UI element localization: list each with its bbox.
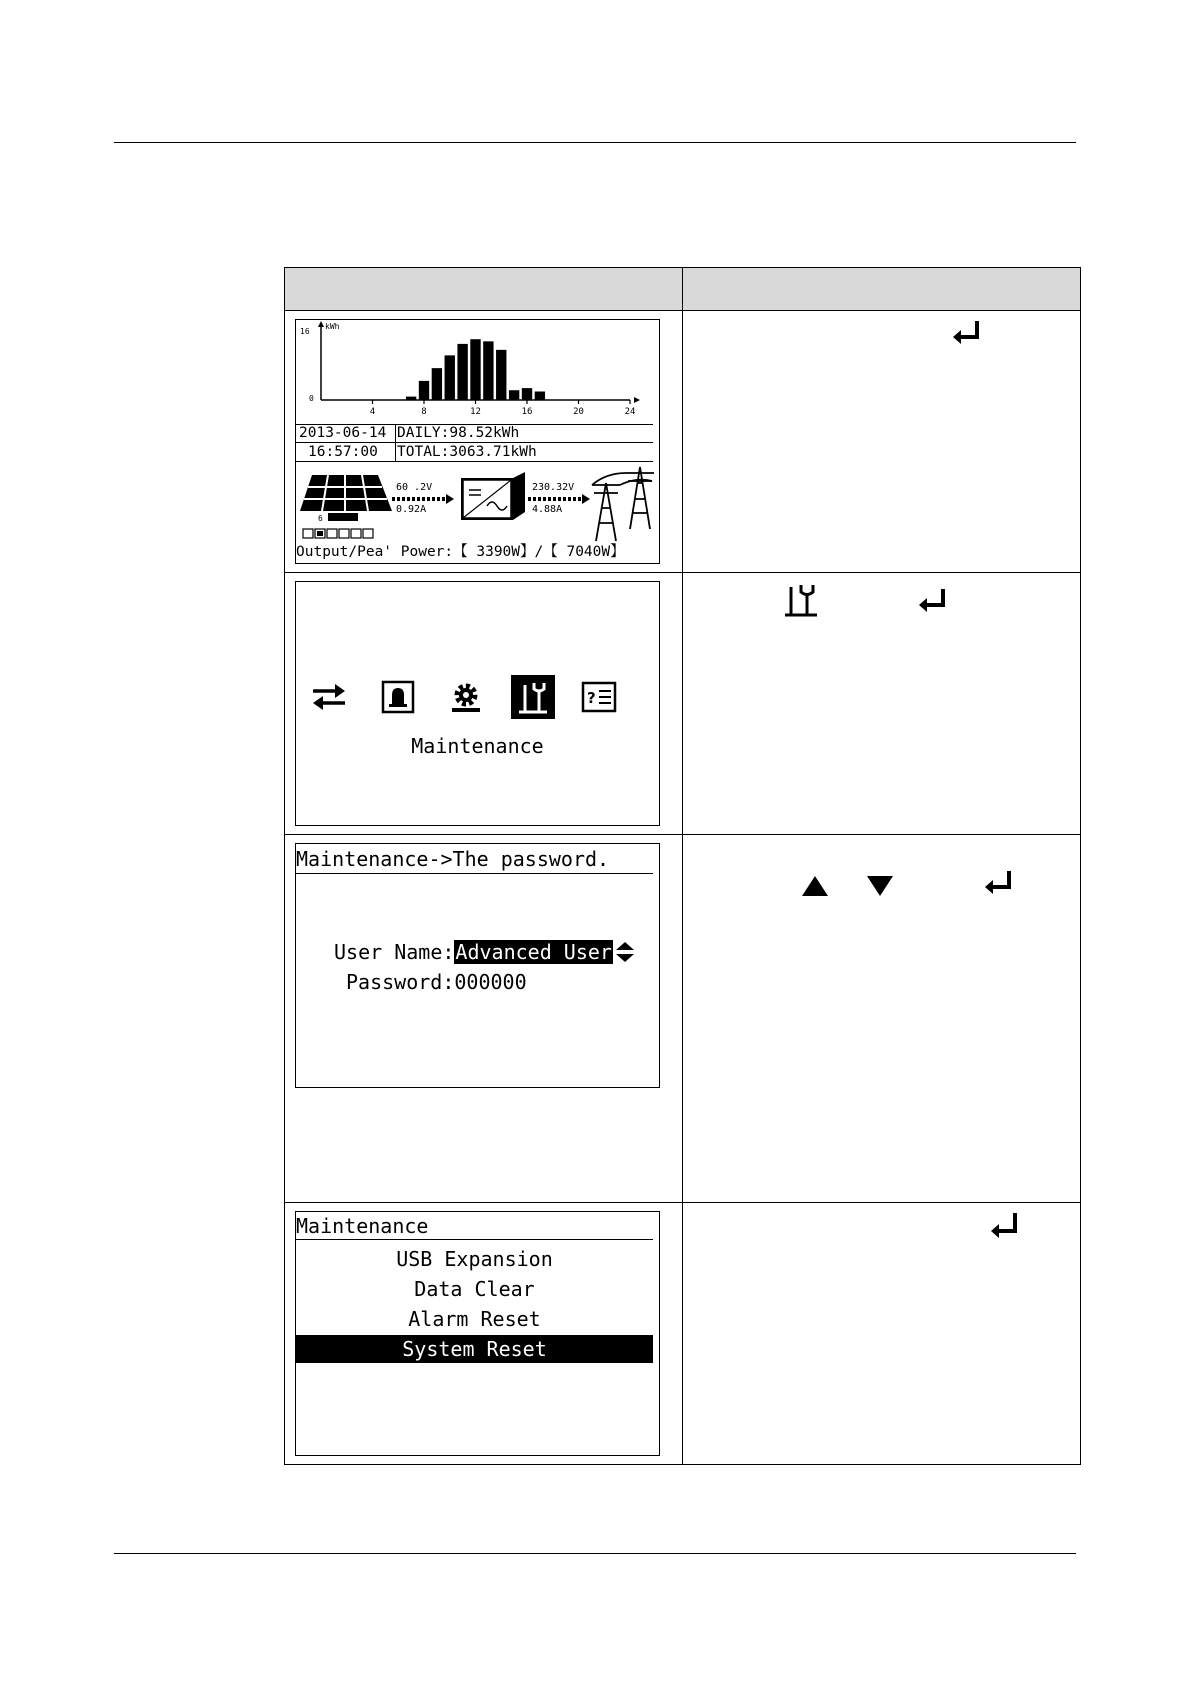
up-down-arrows-icon <box>615 941 635 963</box>
operation-cell <box>683 311 1081 573</box>
divider <box>296 461 653 462</box>
x-tick-label: 16 <box>521 407 533 417</box>
divider <box>395 424 396 461</box>
enter-key-icon <box>917 587 947 613</box>
screen-title: Maintenance->The password. <box>296 847 610 871</box>
inverter-icon <box>459 470 527 522</box>
x-axis-arrow <box>634 397 640 403</box>
enter-key-icon <box>983 869 1013 895</box>
menu-item-alarm-reset[interactable]: Alarm Reset <box>408 1307 541 1331</box>
date-text: 2013-06-14 <box>299 425 387 441</box>
menu-item-usb-expansion[interactable]: USB Expansion <box>396 1247 553 1271</box>
down-arrow-icon <box>866 875 894 897</box>
divider <box>296 442 653 443</box>
x-tick-label: 20 <box>573 407 584 417</box>
title-divider <box>296 873 653 874</box>
screen-cell <box>285 835 683 1203</box>
table-header-row <box>285 268 1081 311</box>
chart-bar <box>470 339 480 400</box>
x-tick-label: 12 <box>470 407 481 417</box>
chart-bar <box>432 368 442 400</box>
time-text: 16:57:00 <box>308 444 378 460</box>
selected-menu-label: Maintenance <box>411 734 544 758</box>
y-tick-label: 16 <box>300 327 310 336</box>
x-tick-label: 24 <box>624 407 636 417</box>
y-axis-arrow <box>318 321 324 327</box>
grid-current: 4.88A <box>532 504 563 515</box>
chart-bar <box>483 341 493 400</box>
header-rule <box>114 142 1076 143</box>
grid-voltage: 230.32V <box>532 482 575 493</box>
user-name-field[interactable] <box>334 940 635 964</box>
screen-cell <box>285 1203 683 1465</box>
pv-voltage: 60 .2V <box>396 482 433 493</box>
enter-key-icon <box>951 319 981 345</box>
signal-bar-icon <box>302 528 382 540</box>
lcd-screen-home <box>295 319 660 564</box>
chart-bar <box>406 397 416 400</box>
ac-flow-arrow-icon <box>528 494 590 504</box>
dc-flow-arrow-icon <box>392 494 454 504</box>
enter-key-icon <box>989 1211 1019 1241</box>
svg-text:?: ? <box>587 689 596 707</box>
total-yield: TOTAL:3063.71kWh <box>397 444 537 460</box>
power-readout: Output/Pea' Power:【 3390W】/【 7040W】 <box>296 544 625 560</box>
solar-panel-icon <box>298 473 394 529</box>
procedure-table <box>284 267 1081 1465</box>
table-row <box>285 835 1081 1203</box>
chart-bar <box>509 390 519 400</box>
screen-cell <box>285 311 683 573</box>
title-divider <box>296 1239 653 1240</box>
user-name-value[interactable]: Advanced User <box>455 940 612 964</box>
user-name-label: User Name: <box>334 940 455 964</box>
y-tick-label: 0 <box>309 394 314 403</box>
daily-yield: DAILY:98.52kWh <box>397 425 520 441</box>
svg-text:6: 6 <box>318 514 323 523</box>
settings-gear-icon <box>444 675 488 719</box>
maintenance-tools-icon <box>783 583 819 617</box>
chart-bar <box>496 350 506 400</box>
menu-item-system-reset[interactable]: System Reset <box>296 1335 653 1363</box>
operation-cell <box>683 573 1081 835</box>
table-row <box>285 1203 1081 1465</box>
up-arrow-icon <box>801 875 829 897</box>
footer-rule <box>114 1553 1076 1554</box>
chart-bar <box>419 381 429 400</box>
running-info-icon <box>307 675 351 719</box>
password-label: Password: <box>346 970 455 994</box>
chart-bar <box>457 344 467 400</box>
alarm-icon <box>376 675 420 719</box>
pv-current: 0.92A <box>396 504 427 515</box>
x-tick-label: 4 <box>369 407 376 417</box>
lcd-screen-maintenance <box>295 1211 660 1456</box>
screen-title: Maintenance <box>296 1214 429 1238</box>
menu-item-data-clear[interactable]: Data Clear <box>414 1277 535 1301</box>
power-grid-pylon-icon <box>586 463 656 543</box>
table-row <box>285 573 1081 835</box>
about-info-icon <box>577 675 621 719</box>
operation-cell <box>683 835 1081 1203</box>
x-tick-label: 8 <box>421 407 427 417</box>
password-value[interactable]: 000000 <box>454 970 527 994</box>
energy-bar-chart <box>296 320 659 425</box>
y-axis-label: kWh <box>325 322 340 331</box>
screen-cell <box>285 573 683 835</box>
operation-cell <box>683 1203 1081 1465</box>
lcd-screen-password <box>295 843 660 1088</box>
header-cell-screen <box>285 268 683 311</box>
chart-bar <box>445 355 455 400</box>
password-field[interactable] <box>346 970 527 994</box>
chart-bar <box>535 392 545 401</box>
table-row <box>285 311 1081 573</box>
header-cell-operation <box>683 268 1081 311</box>
lcd-screen-menu <box>295 581 660 826</box>
chart-bar <box>522 388 532 400</box>
maintenance-tools-icon[interactable] <box>511 675 555 719</box>
